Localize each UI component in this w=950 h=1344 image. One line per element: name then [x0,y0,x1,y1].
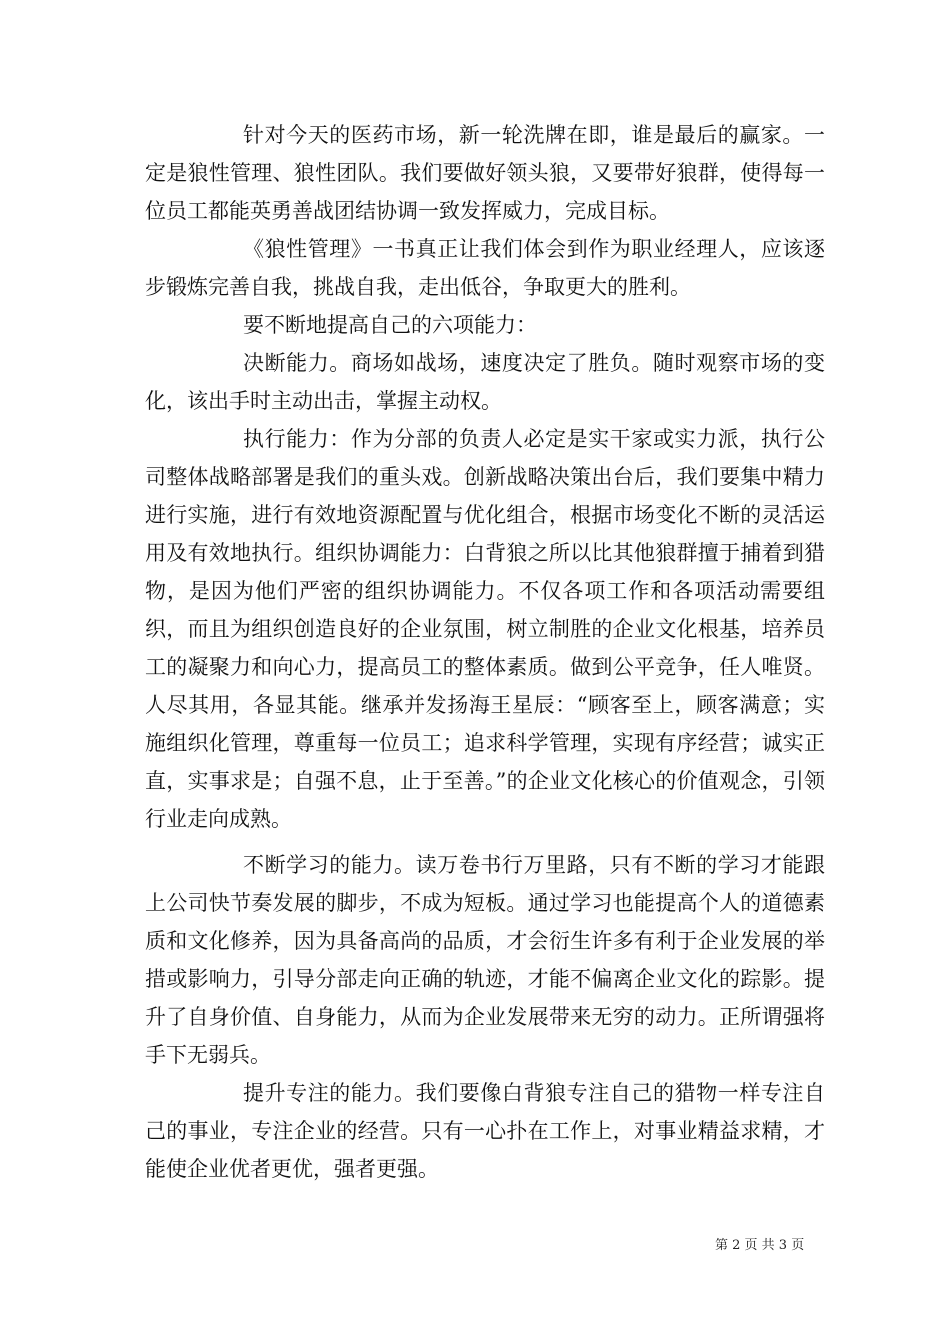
paragraph-six-abilities-intro: 要不断地提高自己的六项能力： [243,313,537,337]
paragraph-learning-ability: 不断学习的能力。读万卷书行万里路，只有不断的学习才能跟上公司快节奏发展的脚步，不成为短板。通过学习也能提高个人的道德素质和文化修养，因为具备高尚的品质，才会衍生许多有利于企业发展的举措或影响力，引导分部走向正确的轨迹，才能不偏离企业文化的踪影。提升了自身价值、自身能力，从而为企业发展带来无穷的动力。正所谓强将手下无弱兵。 [145,853,825,1067]
page-number: 第 2 页 共 3 页 [715,1238,805,1253]
paragraph-wolf-management-book: 《狼性管理》一书真正让我们体会到作为职业经理人，应该逐步锻炼完善自我，挑战自我，走出低谷，争取更大的胜利。 [145,237,825,299]
paragraph-execution-ability: 执行能力：作为分部的负责人必定是实干家或实力派，执行公司整体战略部署是我们的重头戏。创新战略决策出台后，我们要集中精力进行实施，进行有效地资源配置与优化组合，根据市场变化不断的灵活运用及有效地执行。组织协调能力：白背狼之所以比其他狼群擅于捕着到猎物，是因为他们严密的组织协调能力。不仅各项工作和各项活动需要组织，而且为组织创造良好的企业氛围，树立制胜的企业文化根基，培养员工的凝聚力和向心力，提高员工的整体素质。做到公平竞争，任人唯贤。人尽其用，各显其能。继承并发扬海王星辰：“顾客至上，顾客满意；实施组织化管理，尊重每一位员工；追求科学管理，实现有序经营；诚实正直，实事求是；自强不息，止于至善。”的企业文化核心的价值观念，引领行业走向成熟。 [145,427,825,831]
paragraph-focus-ability: 提升专注的能力。我们要像白背狼专注自己的猎物一样专注自己的事业，专注企业的经营。只有一心扑在工作上，对事业精益求精，才能使企业优者更优，强者更强。 [145,1081,825,1181]
document-body [145,116,825,1188]
paragraph-pharma-market: 针对今天的医药市场，新一轮洗牌在即，谁是最后的赢家。一定是狼性管理、狼性团队。我们要做好领头狼，又要带好狼群，使得每一位员工都能英勇善战团结协调一致发挥威力，完成目标。 [145,123,825,223]
paragraph-decision-ability: 决断能力。商场如战场，速度决定了胜负。随时观察市场的变化，该出手时主动出击，掌握主动权。 [145,351,825,413]
